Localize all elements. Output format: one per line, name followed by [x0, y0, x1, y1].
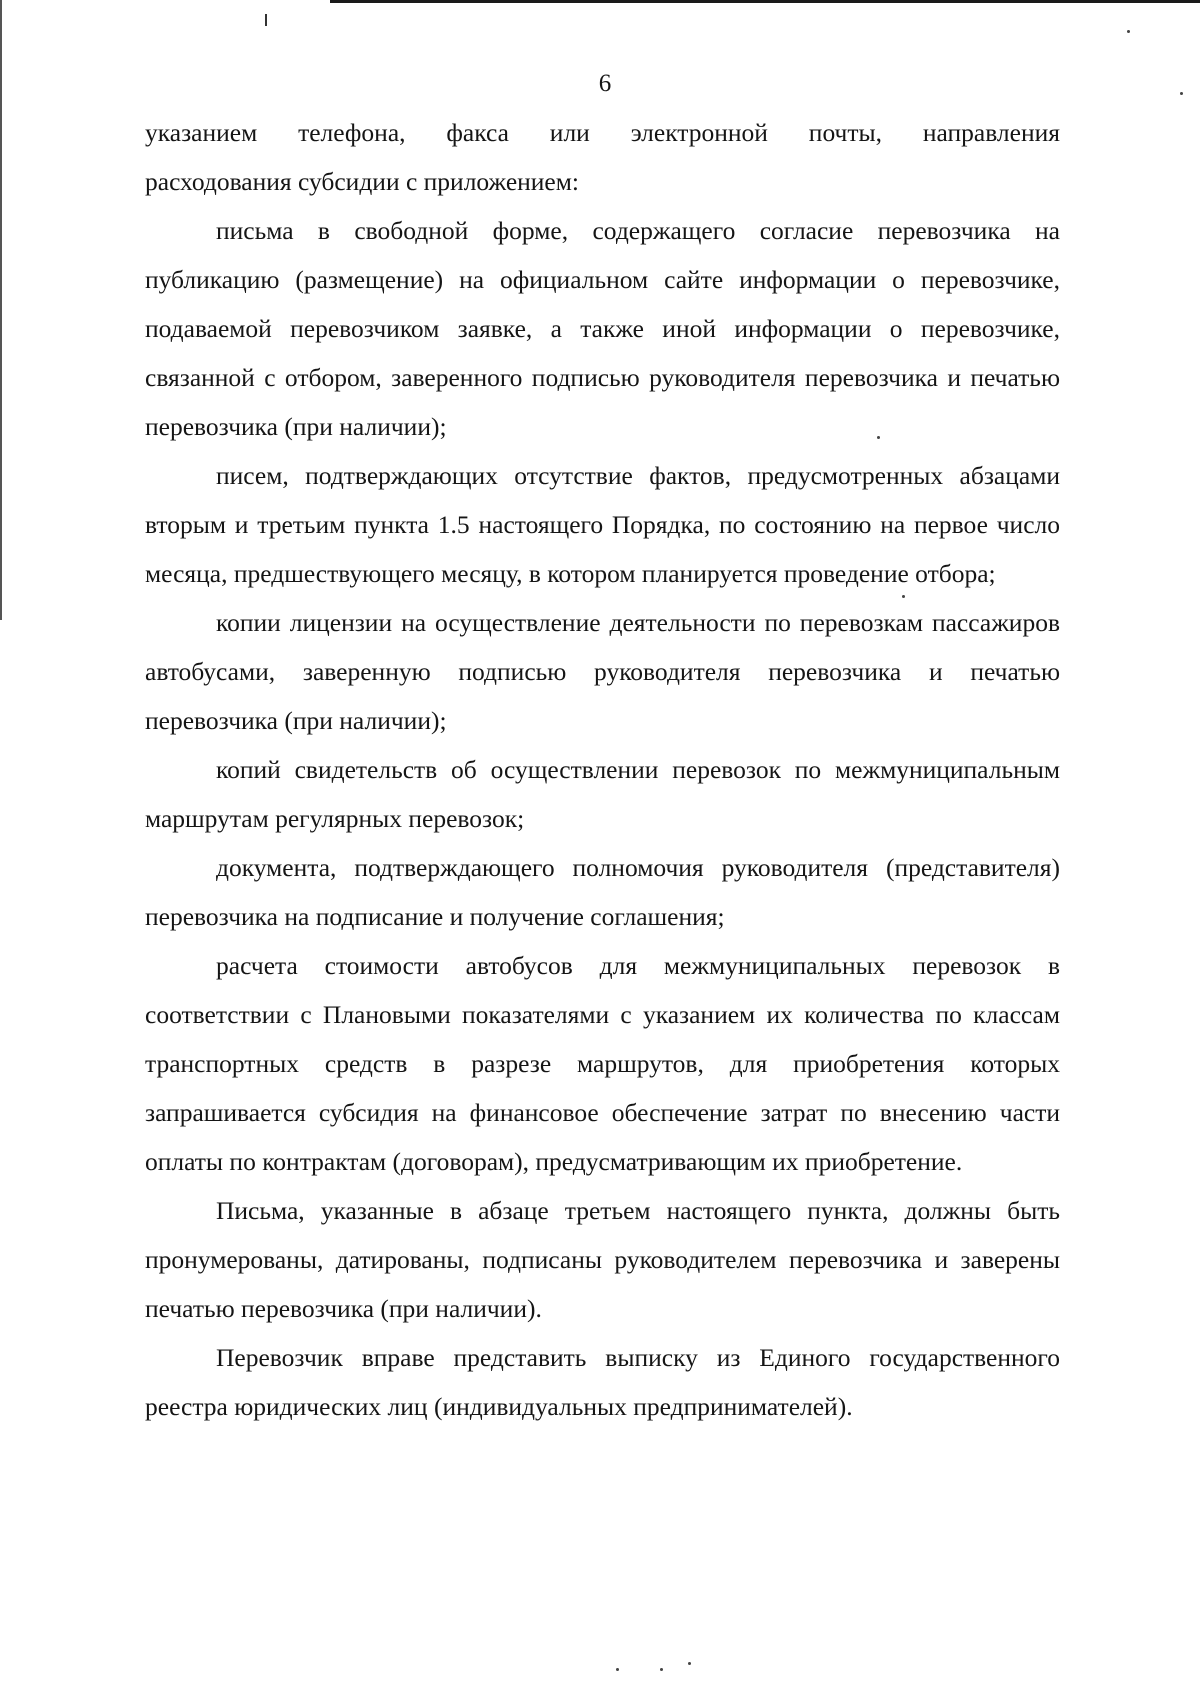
paragraph-cost-calculation: расчета стоимости автобусов для межмуниципальных перевозок в соответствии с Плановыми показателями с указанием их количества по классам транспортных средств в разрезе маршрутов, для приобретения которых запрашивается субсидия на финансовое обеспечение затрат по внесению части оплаты по контрактам (договорам), предусматривающим их приобретение.	[145, 951, 1060, 1176]
scan-speck	[660, 1668, 663, 1671]
scan-top-border	[330, 0, 1200, 3]
document-body	[145, 108, 1060, 1431]
scan-speck	[688, 1662, 691, 1665]
paragraph-continuation-line1: указанием телефона, факса или электронной почты, направления	[145, 118, 1060, 147]
paragraph-letters-requirements: Письма, указанные в абзаце третьем настоящего пункта, должны быть пронумерованы, датированы, подписаны руководителем перевозчика и заверены печатью перевозчика (при наличии).	[145, 1196, 1060, 1323]
paragraph-certificates-copy: копий свидетельств об осуществлении перевозок по межмуниципальным маршрутам регулярных перевозок;	[145, 755, 1060, 833]
paragraph-absence-letters: писем, подтверждающих отсутствие фактов, предусмотренных абзацами вторым и третьим пункта 1.5 настоящего Порядка, по состоянию на первое число месяца, предшествующего месяцу, в котором планируется проведение отбора;	[145, 461, 1060, 588]
paragraph-consent-letter: письма в свободной форме, содержащего согласие перевозчика на публикацию (размещение) на официальном сайте информации о перевозчике, подаваемой перевозчиком заявке, а также иной информации о перевозчике, связанной с отбором, заверенного подписью руководителя перевозчика и печатью перевозчика (при наличии);	[145, 216, 1060, 441]
paragraph-registry-extract: Перевозчик вправе представить выписку из Единого государственного реестра юридических лиц (индивидуальных предпринимателей).	[145, 1343, 1060, 1421]
scan-mark	[265, 14, 267, 26]
paragraph-continuation-line2: расходования субсидии с приложением:	[145, 167, 579, 196]
page-number: 6	[598, 70, 612, 97]
scan-speck	[1127, 30, 1130, 33]
paragraph-authority-document: документа, подтверждающего полномочия руководителя (представителя) перевозчика на подписание и получение соглашения;	[145, 853, 1060, 931]
scan-speck	[616, 1668, 619, 1671]
paragraph-license-copy: копии лицензии на осуществление деятельности по перевозкам пассажиров автобусами, заверенную подписью руководителя перевозчика и печатью перевозчика (при наличии);	[145, 608, 1060, 735]
